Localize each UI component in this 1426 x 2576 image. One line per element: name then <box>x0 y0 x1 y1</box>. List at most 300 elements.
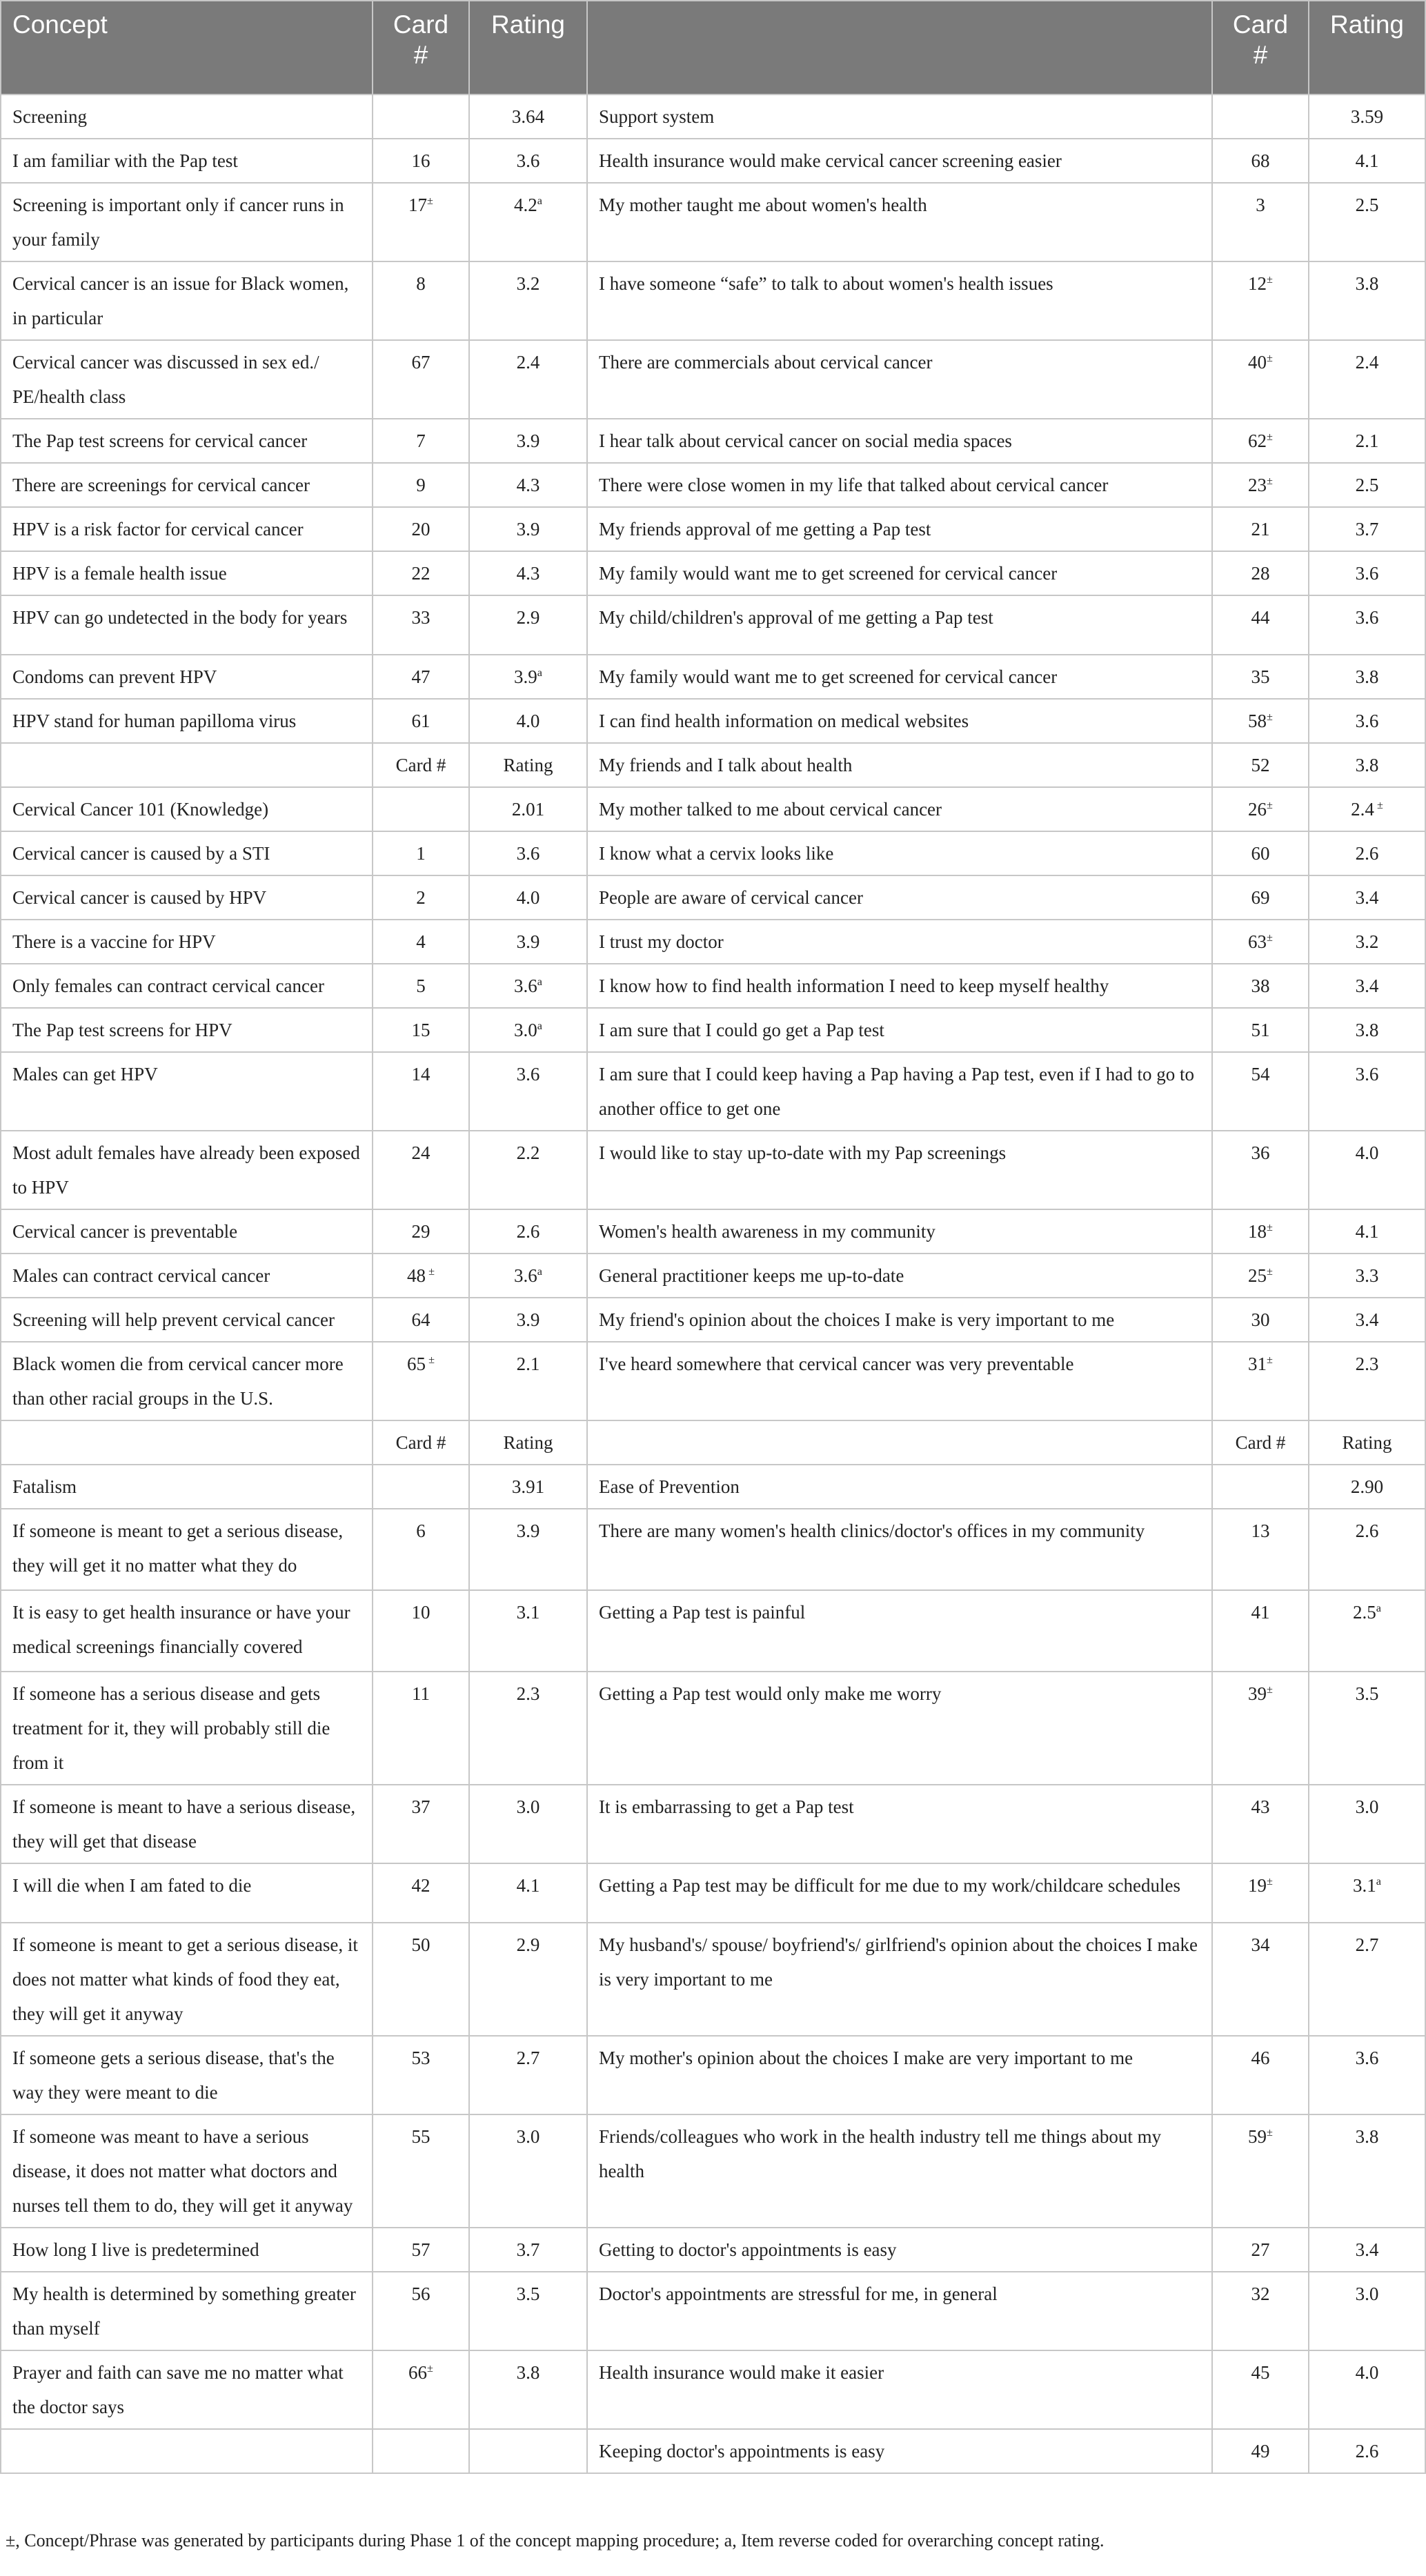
cell-text: 2.3 <box>516 1683 540 1704</box>
cell-text: Getting a Pap test is painful <box>599 1602 806 1623</box>
cell-text: 2.1 <box>516 1354 540 1374</box>
cell-text: 33 <box>411 607 430 628</box>
concept-cell-right <box>587 1254 1212 1298</box>
card-number-cell <box>373 1923 469 2036</box>
rating-cell-right <box>1309 1509 1425 1590</box>
card-number-cell <box>373 1052 469 1131</box>
cell-text: 9 <box>416 475 426 495</box>
cell-text: HPV is a risk factor for cervical cancer <box>12 519 304 539</box>
concept-cell-right <box>587 1672 1212 1785</box>
table-row <box>1 507 1425 551</box>
rating-cell-right <box>1309 139 1425 183</box>
table-row <box>1 595 1425 655</box>
card-number-cell-right <box>1212 261 1309 340</box>
card-number-cell-right <box>1212 340 1309 419</box>
rating-cell-right <box>1309 655 1425 699</box>
card-number-cell <box>373 699 469 743</box>
cell-text: 15 <box>411 1020 430 1040</box>
card-number-cell-right <box>1212 95 1309 139</box>
concept-cell-right <box>587 139 1212 183</box>
cell-text: 3.8 <box>516 2362 540 2383</box>
cell-text: 44 <box>1251 607 1270 628</box>
cell-text: There are commercials about cervical cancer <box>599 352 933 373</box>
cell-text: 30 <box>1251 1309 1270 1330</box>
cell-text: 61 <box>411 711 430 731</box>
cell-text: How long I live is predetermined <box>12 2239 259 2260</box>
cell-text: 4.3 <box>516 475 540 495</box>
cell-text: My friend's opinion about the choices I make is very important to me <box>599 1309 1115 1330</box>
cell-text: 18 <box>1248 1221 1267 1242</box>
cell-text: I am sure that I could go get a Pap test <box>599 1020 884 1040</box>
card-number-cell-right <box>1212 655 1309 699</box>
table-row <box>1 1209 1425 1254</box>
table-header <box>1 1 1425 95</box>
cell-text: 59 <box>1248 2126 1267 2147</box>
table-row <box>1 2114 1425 2228</box>
table-row <box>1 831 1425 875</box>
cell-text: 3.0 <box>1355 2283 1379 2304</box>
cell-text: 3.4 <box>1355 2239 1379 2260</box>
rating-cell <box>469 699 587 743</box>
footnote-marker: ± <box>427 195 433 207</box>
footnote-marker: a <box>537 1265 542 1278</box>
cell-text: 45 <box>1251 2362 1270 2383</box>
cell-text: 2.5 <box>1355 195 1379 215</box>
cell-text: 47 <box>411 666 430 687</box>
cell-text: I can find health information on medical websites <box>599 711 969 731</box>
concept-cell-right <box>587 1052 1212 1131</box>
cell-text: 57 <box>411 2239 430 2260</box>
concept-cell-right <box>587 1420 1212 1465</box>
cell-text: 37 <box>411 1796 430 1817</box>
table-footnote: ±, Concept/Phrase was generated by participants during Phase 1 of the concept mapping procedure; a, Item reverse coded for overarching concept rating. <box>6 2530 1105 2550</box>
rating-cell-right <box>1309 1342 1425 1420</box>
concept-cell <box>1 2228 373 2272</box>
footnote-marker: ± <box>427 2362 433 2375</box>
card-number-cell-right <box>1212 2228 1309 2272</box>
cell-text: 41 <box>1251 1602 1270 1623</box>
rating-cell-right <box>1309 1465 1425 1509</box>
card-number-cell <box>373 743 469 787</box>
footnote-marker: a <box>537 195 542 207</box>
cell-text: Prayer and faith can save me no matter what the doctor says <box>12 2362 344 2417</box>
card-number-cell-right <box>1212 463 1309 507</box>
cell-text: 3.6 <box>516 1064 540 1084</box>
cell-text: Rating <box>503 1432 553 1453</box>
card-number-cell <box>373 183 469 261</box>
card-number-cell <box>373 2228 469 2272</box>
concept-cell <box>1 1672 373 1785</box>
cell-text: 2.90 <box>1350 1476 1384 1497</box>
cell-text: My health is determined by something greater than myself <box>12 2283 356 2339</box>
cell-text: 13 <box>1251 1520 1270 1541</box>
cell-text: 3.91 <box>511 1476 545 1497</box>
cell-text: I know what a cervix looks like <box>599 843 834 864</box>
cell-text: There is a vaccine for HPV <box>12 931 216 952</box>
footnote-marker: ± <box>1267 1265 1273 1278</box>
rating-cell-right <box>1309 419 1425 463</box>
concept-cell <box>1 1785 373 1863</box>
concept-cell <box>1 261 373 340</box>
cell-text: If someone gets a serious disease, that's the way they were meant to die <box>12 2048 335 2103</box>
cell-text: 3.3 <box>1355 1265 1379 1286</box>
cell-text: Screening will help prevent cervical cancer <box>12 1309 335 1330</box>
cell-text: My friends and I talk about health <box>599 755 853 775</box>
concept-cell <box>1 1254 373 1298</box>
footnote-marker: a <box>537 666 542 679</box>
table-body <box>1 95 1425 2473</box>
concept-cell-right <box>587 699 1212 743</box>
cell-text: 14 <box>411 1064 430 1084</box>
cell-text: Getting a Pap test may be difficult for me due to my work/childcare schedules <box>599 1875 1181 1896</box>
cell-text: 3.2 <box>516 273 540 294</box>
cell-text: 3.5 <box>516 2283 540 2304</box>
cell-text: 34 <box>1251 1934 1270 1955</box>
cell-text: 2.7 <box>1355 1934 1379 1955</box>
table-row <box>1 139 1425 183</box>
footnote-marker: ± <box>1267 1683 1273 1696</box>
cell-text: 50 <box>411 1934 430 1955</box>
card-number-cell <box>373 1298 469 1342</box>
card-number-cell <box>373 1590 469 1672</box>
cell-text: 2.2 <box>516 1142 540 1163</box>
cell-text: Black women die from cervical cancer more than other racial groups in the U.S. <box>12 1354 344 1409</box>
cell-text: I've heard somewhere that cervical cancer was very preventable <box>599 1354 1074 1374</box>
cell-text: My mother talked to me about cervical cancer <box>599 799 942 820</box>
cell-text: Doctor's appointments are stressful for me, in general <box>599 2283 998 2304</box>
cell-text: 3.8 <box>1355 273 1379 294</box>
table-row <box>1 1298 1425 1342</box>
table-row <box>1 2036 1425 2114</box>
rating-cell-right <box>1309 1298 1425 1342</box>
cell-text: 3.4 <box>1355 975 1379 996</box>
concept-cell-right <box>587 1465 1212 1509</box>
table-row <box>1 261 1425 340</box>
cell-text: HPV is a female health issue <box>12 563 227 584</box>
table-row <box>1 1008 1425 1052</box>
rating-cell-right <box>1309 743 1425 787</box>
card-number-cell <box>373 1342 469 1420</box>
rating-cell-right <box>1309 787 1425 831</box>
card-number-cell <box>373 340 469 419</box>
card-number-cell-right <box>1212 875 1309 920</box>
concept-cell-right <box>587 1209 1212 1254</box>
footnote-marker: ± <box>1267 799 1273 811</box>
card-number-cell-right <box>1212 139 1309 183</box>
card-number-cell-right <box>1212 699 1309 743</box>
cell-text: Screening <box>12 106 87 127</box>
rating-cell <box>469 1863 587 1923</box>
cell-text: I would like to stay up-to-date with my Pap screenings <box>599 1142 1007 1163</box>
concept-cell-right <box>587 1785 1212 1863</box>
card-number-cell-right <box>1212 920 1309 964</box>
cell-text: 2.3 <box>1355 1354 1379 1374</box>
cell-text: The Pap test screens for HPV <box>12 1020 232 1040</box>
cell-text: 2.6 <box>1355 1520 1379 1541</box>
cell-text: 10 <box>411 1602 430 1623</box>
cell-text: 38 <box>1251 975 1270 996</box>
cell-text: If someone has a serious disease and gets treatment for it, they will probably still die from it <box>12 1683 330 1773</box>
cell-text: 3.0 <box>1355 1796 1379 1817</box>
cell-text: 2.9 <box>516 1934 540 1955</box>
concept-cell-right <box>587 2036 1212 2114</box>
cell-text: 3.1 <box>1353 1875 1376 1896</box>
cell-text: 8 <box>416 273 426 294</box>
table-row <box>1 964 1425 1008</box>
concept-cell-right <box>587 875 1212 920</box>
concept-cell-right <box>587 2228 1212 2272</box>
concept-cell <box>1 1509 373 1590</box>
rating-cell-right <box>1309 699 1425 743</box>
cell-text: 3.9 <box>514 666 537 687</box>
rating-cell-right <box>1309 1785 1425 1863</box>
rating-cell-right <box>1309 261 1425 340</box>
card-number-cell <box>373 1509 469 1590</box>
cell-text: 49 <box>1251 2441 1270 2461</box>
cell-text: I will die when I am fated to die <box>12 1875 252 1896</box>
cell-text: 2.7 <box>516 2048 540 2068</box>
concept-cell-right <box>587 655 1212 699</box>
card-number-cell-right <box>1212 2429 1309 2473</box>
header-row <box>1 1 1425 95</box>
cell-text: 4.2 <box>514 195 537 215</box>
cell-text: 4.1 <box>1355 150 1379 171</box>
card-number-cell-right <box>1212 1672 1309 1785</box>
rating-cell-right <box>1309 2272 1425 2350</box>
concept-cell <box>1 1863 373 1923</box>
rating-cell-right <box>1309 340 1425 419</box>
cell-text: 3.8 <box>1355 755 1379 775</box>
rating-cell <box>469 875 587 920</box>
cell-text: Ease of Prevention <box>599 1476 740 1497</box>
rating-cell-right <box>1309 875 1425 920</box>
table-row <box>1 1254 1425 1298</box>
concept-cell-right <box>587 1863 1212 1923</box>
cell-text: 7 <box>416 430 426 451</box>
cell-text: Cervical cancer is caused by HPV <box>12 887 267 908</box>
cell-text: Rating <box>1342 1432 1392 1453</box>
table-row <box>1 1785 1425 1863</box>
footnote-marker: a <box>537 1020 542 1032</box>
cell-text: 3.9 <box>516 1309 540 1330</box>
card-number-cell-right <box>1212 1465 1309 1509</box>
card-number-cell <box>373 2350 469 2429</box>
cell-text: 31 <box>1248 1354 1267 1374</box>
rating-cell <box>469 1590 587 1672</box>
cell-text: 2 <box>416 887 426 908</box>
concept-cell-right <box>587 1342 1212 1420</box>
rating-cell <box>469 1254 587 1298</box>
cell-text: Cervical cancer is preventable <box>12 1221 238 1242</box>
cell-text: 62 <box>1248 430 1267 451</box>
table-row <box>1 463 1425 507</box>
card-number-cell <box>373 261 469 340</box>
rating-cell <box>469 743 587 787</box>
cell-text: 2.4 <box>1351 799 1374 820</box>
cell-text: 3.6 <box>1355 607 1379 628</box>
header-rating-2: Rating <box>1309 1 1425 95</box>
table-row <box>1 655 1425 699</box>
card-number-cell-right <box>1212 1923 1309 2036</box>
cell-text: 4.1 <box>516 1875 540 1896</box>
concept-cell <box>1 2114 373 2228</box>
rating-cell-right <box>1309 1254 1425 1298</box>
cell-text: 4.0 <box>516 711 540 731</box>
cell-text: 51 <box>1251 1020 1270 1040</box>
cell-text: 56 <box>411 2283 430 2304</box>
cell-text: 65 <box>407 1354 426 1374</box>
cell-text: General practitioner keeps me up-to-date <box>599 1265 904 1286</box>
rating-cell <box>469 2429 587 2473</box>
cell-text: Condoms can prevent HPV <box>12 666 217 687</box>
rating-cell-right <box>1309 507 1425 551</box>
concept-cell-right <box>587 787 1212 831</box>
cell-text: 5 <box>416 975 426 996</box>
cell-text: My family would want me to get screened for cervical cancer <box>599 666 1058 687</box>
card-number-cell <box>373 2114 469 2228</box>
cell-text: 3.0 <box>516 1796 540 1817</box>
rating-cell <box>469 1008 587 1052</box>
concept-cell <box>1 139 373 183</box>
rating-cell <box>469 551 587 595</box>
table-row <box>1 1342 1425 1420</box>
cell-text: 3.6 <box>1355 1064 1379 1084</box>
rating-cell <box>469 2114 587 2228</box>
cell-text: Health insurance would make it easier <box>599 2362 884 2383</box>
cell-text: I am familiar with the Pap test <box>12 150 238 171</box>
cell-text: 69 <box>1251 887 1270 908</box>
cell-text: 3.64 <box>511 106 545 127</box>
rating-cell <box>469 507 587 551</box>
card-number-cell <box>373 419 469 463</box>
cell-text: 58 <box>1248 711 1267 731</box>
cell-text: If someone was meant to have a serious disease, it does not matter what doctors and nurses tell them to do, they will get it anyway <box>12 2126 353 2216</box>
cell-text: 11 <box>412 1683 430 1704</box>
card-number-cell <box>373 1420 469 1465</box>
table-row <box>1 699 1425 743</box>
rating-cell <box>469 2228 587 2272</box>
concept-cell <box>1 1298 373 1342</box>
concept-cell-right <box>587 340 1212 419</box>
concept-cell <box>1 787 373 831</box>
cell-text: My mother taught me about women's health <box>599 195 927 215</box>
cell-text: 27 <box>1251 2239 1270 2260</box>
rating-cell-right <box>1309 1209 1425 1254</box>
rating-cell-right <box>1309 595 1425 655</box>
card-number-cell-right <box>1212 1131 1309 1209</box>
concept-cell <box>1 1052 373 1131</box>
footnote-marker: a <box>1376 1602 1381 1614</box>
cell-text: 2.01 <box>511 799 545 820</box>
rating-cell-right <box>1309 1590 1425 1672</box>
footnote-marker: ± <box>1267 273 1273 286</box>
rating-cell <box>469 1052 587 1131</box>
table-row <box>1 875 1425 920</box>
table-row <box>1 920 1425 964</box>
rating-cell <box>469 139 587 183</box>
card-number-cell-right <box>1212 595 1309 655</box>
table-row <box>1 2350 1425 2429</box>
cell-text: 3.2 <box>1355 931 1379 952</box>
card-number-cell <box>373 1008 469 1052</box>
cell-text: 20 <box>411 519 430 539</box>
cell-text: Screening is important only if cancer runs in your family <box>12 195 344 250</box>
rating-cell-right <box>1309 1420 1425 1465</box>
cell-text: Keeping doctor's appointments is easy <box>599 2441 885 2461</box>
rating-cell <box>469 2350 587 2429</box>
concept-cell-right <box>587 1008 1212 1052</box>
concept-cell-right <box>587 2272 1212 2350</box>
cell-text: 52 <box>1251 755 1270 775</box>
cell-text: HPV can go undetected in the body for years <box>12 607 348 628</box>
concept-cell <box>1 419 373 463</box>
rating-cell <box>469 1342 587 1420</box>
cell-text: 25 <box>1248 1265 1267 1286</box>
cell-text: 2.6 <box>516 1221 540 1242</box>
cell-text: 28 <box>1251 563 1270 584</box>
card-number-cell <box>373 1254 469 1298</box>
card-number-cell-right <box>1212 551 1309 595</box>
concept-cell-right <box>587 2429 1212 2473</box>
rating-cell <box>469 595 587 655</box>
cell-text: 3.6 <box>1355 563 1379 584</box>
card-number-cell <box>373 595 469 655</box>
rating-cell <box>469 1672 587 1785</box>
cell-text: 3.4 <box>1355 1309 1379 1330</box>
concept-cell <box>1 1131 373 1209</box>
card-number-cell-right <box>1212 507 1309 551</box>
concept-cell <box>1 655 373 699</box>
card-number-cell-right <box>1212 183 1309 261</box>
concept-cell-right <box>587 920 1212 964</box>
footnote-marker: ± <box>1267 711 1273 723</box>
cell-text: 4.3 <box>516 563 540 584</box>
rating-cell <box>469 920 587 964</box>
table-row <box>1 2228 1425 2272</box>
footnote-marker: ± <box>1267 1354 1273 1366</box>
cell-text: 54 <box>1251 1064 1270 1084</box>
cell-text: 67 <box>411 352 430 373</box>
cell-text: There are many women's health clinics/doctor's offices in my community <box>599 1520 1145 1541</box>
table-row <box>1 1465 1425 1509</box>
concept-cell-right <box>587 1923 1212 2036</box>
table-row <box>1 1420 1425 1465</box>
card-number-cell-right <box>1212 1008 1309 1052</box>
footnote-marker: ± <box>1267 430 1273 443</box>
rating-cell <box>469 1209 587 1254</box>
cell-text: Support system <box>599 106 715 127</box>
concept-cell-right <box>587 1509 1212 1590</box>
rating-cell <box>469 2036 587 2114</box>
rating-cell-right <box>1309 831 1425 875</box>
cell-text: Cervical cancer was discussed in sex ed./ PE/health class <box>12 352 319 407</box>
cell-text: 3.8 <box>1355 2126 1379 2147</box>
cell-text: 23 <box>1248 475 1267 495</box>
cell-text: 3.4 <box>1355 887 1379 908</box>
table-row <box>1 1590 1425 1672</box>
rating-cell-right <box>1309 2036 1425 2114</box>
cell-text: 40 <box>1248 352 1267 373</box>
concept-cell <box>1 743 373 787</box>
table-row <box>1 2272 1425 2350</box>
cell-text: 63 <box>1248 931 1267 952</box>
card-number-cell-right <box>1212 1342 1309 1420</box>
rating-cell <box>469 787 587 831</box>
table-row <box>1 95 1425 139</box>
rating-cell-right <box>1309 964 1425 1008</box>
header-card: Card # <box>373 1 469 95</box>
cell-text: 16 <box>411 150 430 171</box>
